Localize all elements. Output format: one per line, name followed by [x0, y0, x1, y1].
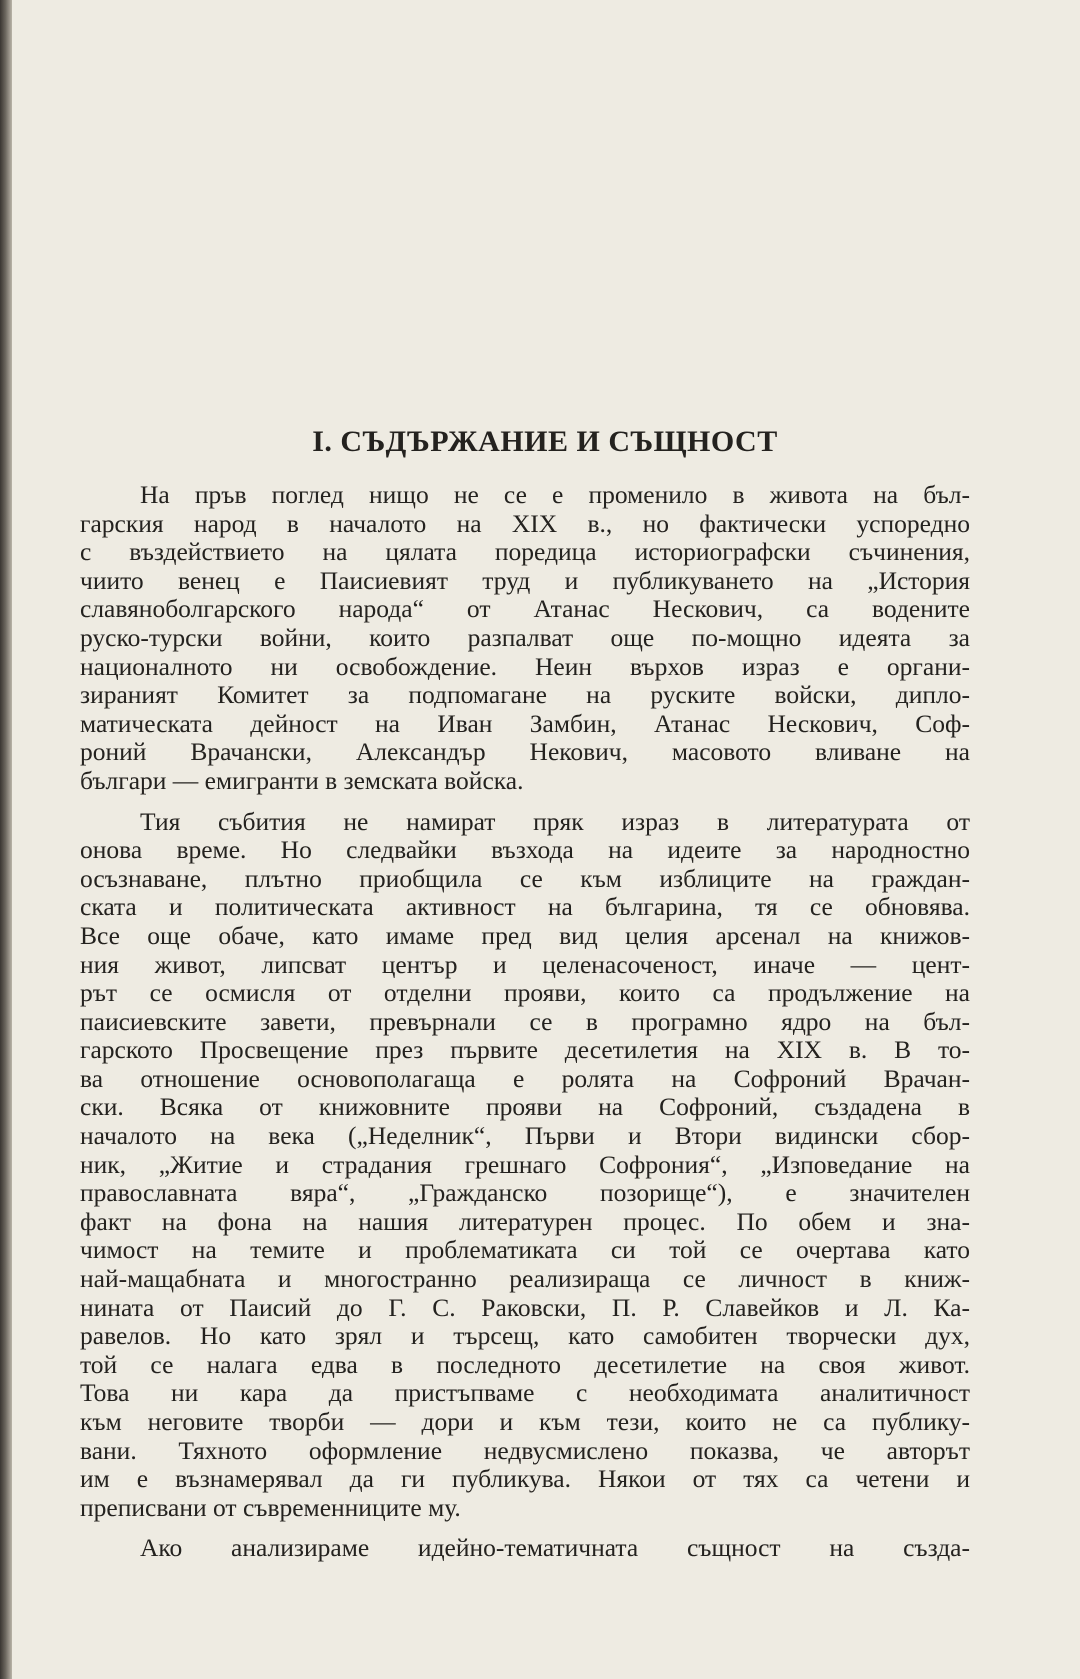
paragraph-1: [80, 481, 970, 796]
text-line: преписвани от съвременниците му.: [80, 1492, 461, 1522]
text-line: руско-турски войни, които разпалват още по-мощно идеята за: [80, 622, 970, 652]
paragraph-2: [80, 808, 970, 1523]
text-line: Това ни кара да пристъпваме с необходимата аналитичност: [80, 1378, 970, 1408]
text-line: ската и политическата активност на българина, тя се обновява.: [80, 892, 970, 922]
page-binding-edge: [0, 0, 12, 1679]
text-line: гарския народ в началото на XIX в., но фактически успоредно: [80, 508, 970, 538]
text-line: нината от Паисий до Г. С. Раковски, П. Р. Славейков и Л. Ка-: [80, 1292, 970, 1322]
text-line: към неговите творби — дори и към тези, които не са публику-: [80, 1407, 970, 1436]
text-line: Все още обаче, като имаме пред вид целия арсенал на книжов-: [80, 920, 970, 950]
text-line: зираният Комитет за подпомагане на руските войски, дипло-: [80, 680, 970, 710]
text-block: [80, 425, 970, 1575]
text-line: факт на фона на нашия литературен процес. По обем и зна-: [80, 1206, 970, 1236]
paragraph-3: [80, 1534, 970, 1563]
text-line: На пръв поглед нищо не се е променило в живота на бъл-: [140, 480, 970, 509]
text-line: осъзнаване, плътно приобщила се към изблиците на граждан-: [80, 863, 970, 893]
text-line: националното ни освобождение. Неин върхов израз е органи-: [80, 651, 970, 681]
text-line: Ако анализираме идейно-тематичната същност на създа-: [140, 1533, 970, 1563]
text-line: славяноболгарского народа“ от Атанас Нескович, са водените: [80, 594, 970, 624]
text-line: най-мащабната и многостранно реализираща се личност в книж-: [80, 1264, 970, 1294]
text-line: чимост на темите и проблематиката си той се очертава като: [80, 1235, 970, 1265]
chapter-title: I. СЪДЪРЖАНИЕ И СЪЩНОСТ: [312, 425, 778, 458]
text-line: им е възнамерявал да ги публикува. Някои от тях са четени и: [80, 1464, 970, 1494]
text-line: равелов. Но като зрял и търсещ, като самобитен творчески дух,: [80, 1321, 970, 1351]
text-line: ния живот, липсват център и целенасоченост, иначе — цент-: [80, 949, 970, 979]
text-line: ник, „Житие и страдания грешнаго Софрония“, „Изповедание на: [80, 1149, 970, 1179]
text-line: рът се осмисля от отделни прояви, които са продължение на: [80, 978, 970, 1008]
text-line: роний Врачански, Александър Некович, масовото вливане на: [80, 737, 970, 767]
text-line: Тия събития не намират пряк израз в литературата от: [140, 806, 970, 836]
text-line: началото на века („Неделник“, Първи и Втори видински сбор-: [80, 1121, 970, 1151]
text-line: той се налага едва в последното десетилетие на своя живот.: [80, 1349, 970, 1379]
text-line: гарското Просвещение през първите десетилетия на XIX в. В то-: [80, 1035, 970, 1065]
text-line: българи — емигранти в земската войска.: [80, 765, 524, 795]
text-line: православната вяра“, „Гражданско позорище“), е значителен: [80, 1178, 970, 1208]
text-line: паисиевските завети, превърнали се в програмно ядро на бъл-: [80, 1006, 970, 1036]
text-line: онова време. Но следвайки възхода на идеите за народностно: [80, 835, 970, 865]
text-line: ски. Всяка от книжовните прояви на Софроний, създадена в: [80, 1092, 970, 1122]
text-line: матическата дейност на Иван Замбин, Атанас Нескович, Соф-: [80, 708, 970, 738]
text-line: вани. Тяхното оформление недвусмислено показва, че авторът: [80, 1435, 970, 1465]
text-line: ва отношение основополагаща е ролята на Софроний Врачан-: [80, 1063, 970, 1093]
text-line: чиито венец е Паисиевият труд и публикуването на „История: [80, 565, 970, 595]
text-line: с въздействието на цялата поредица историографски съчинения,: [80, 537, 970, 567]
